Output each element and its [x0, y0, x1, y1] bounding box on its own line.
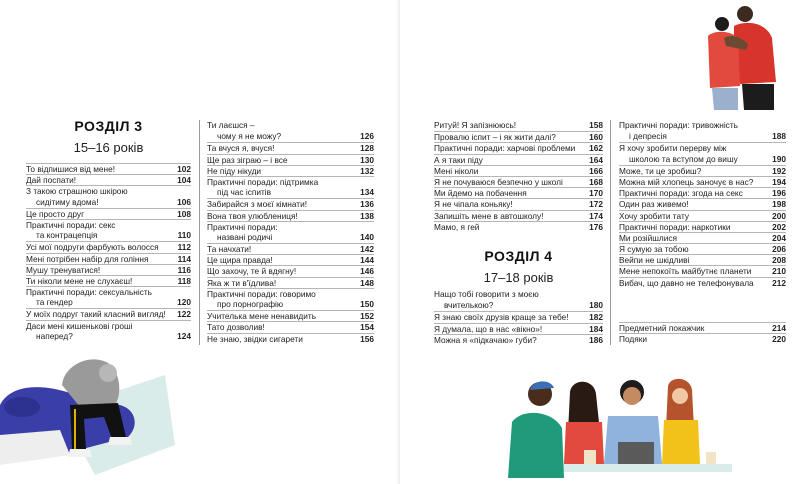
- toc-entry-page: 176: [589, 221, 603, 232]
- toc-entry-title: Практичні поради:: [207, 221, 278, 232]
- toc-entry-page: 202: [772, 221, 786, 232]
- toc-entry: [207, 210, 374, 221]
- toc-entry: [207, 131, 374, 142]
- toc-column-right-1-bottom: [434, 289, 603, 345]
- toc-entry-page: 210: [772, 266, 786, 277]
- toc-entry: [434, 154, 603, 165]
- toc-entry-title: Один раз живемо!: [619, 199, 689, 210]
- toc-entry: [207, 243, 374, 254]
- toc-entry-title: Тато дозволив!: [207, 322, 265, 333]
- chapter4-ages: 17–18 років: [483, 270, 554, 285]
- toc-entry-title: Даси мені кишенькові гроші: [26, 320, 133, 331]
- toc-entry: [207, 310, 374, 321]
- toc-entry-page: 144: [360, 255, 374, 266]
- toc-entry-page: 130: [360, 154, 374, 165]
- toc-entry-page: 136: [360, 199, 374, 210]
- toc-entry: [434, 221, 603, 232]
- toc-entry-page: 114: [177, 253, 191, 264]
- toc-entry-title: Можна мій хлопець заночує в нас?: [619, 176, 754, 187]
- toc-entry-page: 124: [177, 330, 191, 341]
- toc-entry-page: 194: [772, 176, 786, 187]
- toc-entry-page: 150: [360, 299, 374, 309]
- toc-entry: [619, 243, 786, 254]
- toc-entry: [619, 120, 786, 131]
- toc-entry-title: Практичні поради: секс: [26, 219, 116, 230]
- toc-entry-title: і депресія: [629, 131, 667, 142]
- chapter3-heading: [26, 118, 191, 155]
- toc-entry-title: названі родичі: [217, 231, 273, 242]
- toc-entry: [207, 165, 374, 176]
- toc-entry-title: Яка ж ти в'їдлива!: [207, 277, 277, 288]
- toc-entry-title: Це щира правда!: [207, 255, 273, 266]
- toc-entry: [619, 187, 786, 198]
- toc-entry-page: 126: [360, 131, 374, 142]
- toc-entry: [434, 198, 603, 209]
- toc-entry: [207, 154, 374, 165]
- chapter4-heading: [434, 248, 603, 285]
- toc-entry-title: Я не чіпала коньяку!: [434, 199, 513, 210]
- toc-entry-title: Я не почуваюся безпечно у школі: [434, 176, 563, 187]
- teen-on-bed-illustration: [0, 345, 175, 480]
- toc-entry: [619, 210, 786, 221]
- toc-entry-title: чому я не можу?: [217, 131, 282, 142]
- toc-entry: [619, 131, 786, 142]
- toc-entry-title: Я сумую за тобою: [619, 244, 689, 255]
- toc-entry-page: 170: [589, 188, 603, 199]
- toc-entry: [619, 142, 786, 153]
- toc-entry-title: Забирайся з моєї кімнати!: [207, 199, 308, 210]
- toc-entry-page: 132: [360, 165, 374, 176]
- toc-entry-page: 172: [589, 199, 603, 210]
- toc-entry: [619, 277, 786, 288]
- toc-entry: [434, 334, 603, 345]
- toc-entry-title: Ти ніколи мене не слухаєш!: [26, 275, 133, 286]
- toc-entry: [26, 185, 191, 196]
- toc-entry: [26, 208, 191, 219]
- toc-entry-page: 116: [177, 264, 191, 275]
- toc-entry-title: Вибач, що давно не телефонувала: [619, 277, 754, 288]
- toc-entry-title: школою та вступом до вишу: [629, 153, 738, 164]
- toc-entry-title: Може, ти це зробиш?: [619, 165, 702, 176]
- toc-entry-page: 168: [589, 176, 603, 187]
- toc-entry-title: та гендер: [36, 297, 73, 308]
- toc-entry: [207, 176, 374, 187]
- toc-entry: [207, 321, 374, 332]
- toc-entry: [207, 333, 374, 344]
- toc-entry-title: наперед?: [36, 330, 73, 341]
- toc-entry: [619, 322, 786, 333]
- toc-entry-title: Ритуй! Я запізнююсь!: [434, 120, 517, 130]
- toc-entry-page: 184: [589, 323, 603, 334]
- toc-entry: [434, 311, 603, 322]
- toc-entry-title: вчителькою?: [444, 300, 494, 311]
- toc-entry-page: 158: [589, 120, 603, 130]
- toc-entry-page: 104: [177, 175, 191, 186]
- toc-entry-page: 220: [772, 334, 786, 345]
- toc-entry-title: З такою страшною шкірою: [26, 186, 128, 197]
- toc-column-right-1: [434, 120, 603, 232]
- toc-entry-title: Практичні поради: тривожність: [619, 120, 738, 130]
- toc-entry: [619, 154, 786, 165]
- toc-entry-page: 192: [772, 165, 786, 176]
- toc-entry-page: 188: [772, 131, 786, 142]
- right-page: [400, 0, 800, 484]
- toc-entry-title: Я думала, що в нас «вікно»!: [434, 323, 543, 334]
- toc-entry-page: 138: [360, 210, 374, 221]
- toc-entry: [207, 254, 374, 265]
- toc-entry-title: У моїх подруг такий класний вигляд!: [26, 309, 166, 320]
- toc-entry-page: 212: [772, 277, 786, 288]
- toc-entry: [26, 331, 191, 342]
- toc-entry-title: та контрацепція: [36, 230, 98, 241]
- toc-entry-page: 134: [360, 187, 374, 198]
- toc-entry: [207, 187, 374, 198]
- toc-entry: [207, 299, 374, 310]
- toc-entry: [207, 221, 374, 232]
- toc-entry-title: Вона твоя улюблениця!: [207, 210, 298, 221]
- toc-entry-page: 102: [177, 164, 191, 174]
- toc-entry-title: Учителька мене ненавидить: [207, 311, 317, 322]
- toc-entry-page: 200: [772, 210, 786, 221]
- toc-entry: [26, 163, 191, 174]
- toc-entry-title: Я хочу зробити перерву між: [619, 143, 727, 154]
- toc-entry-title: Та начхати!: [207, 244, 252, 255]
- toc-entry-page: 208: [772, 255, 786, 266]
- toc-entry: [619, 254, 786, 265]
- teens-with-laptop-illustration: [492, 372, 742, 482]
- toc-entry-page: 112: [177, 242, 191, 253]
- toc-entry: [619, 232, 786, 243]
- toc-entry-page: 146: [360, 266, 374, 277]
- toc-entry-page: 206: [772, 244, 786, 255]
- toc-entry-page: 148: [360, 277, 374, 288]
- toc-entry-title: Практичні поради: згода на секс: [619, 188, 743, 199]
- toc-entry-page: 140: [360, 231, 374, 242]
- toc-entry-title: сидітиму вдома!: [36, 196, 99, 207]
- toc-entry: [26, 308, 191, 319]
- toc-column-left-2: [207, 120, 374, 344]
- toc-entry-page: 166: [589, 165, 603, 176]
- toc-entry: [619, 221, 786, 232]
- toc-entry-title: А я таки піду: [434, 154, 483, 165]
- chapter3-title: РОЗДІЛ 3: [74, 118, 143, 134]
- toc-entry-page: 152: [360, 311, 374, 322]
- toc-entry: [26, 197, 191, 208]
- toc-entry: [207, 198, 374, 209]
- toc-entry: [619, 265, 786, 276]
- toc-entry-title: Можна я «підкачаю» губи?: [434, 334, 537, 345]
- toc-entry-title: То відпишися від мене!: [26, 164, 116, 174]
- toc-entry-page: 182: [589, 312, 603, 323]
- toc-entry-title: Запишіть мене в автошколу!: [434, 210, 544, 221]
- toc-entry-page: 174: [589, 210, 603, 221]
- toc-entry-page: 154: [360, 322, 374, 333]
- toc-entry-title: Мені потрібен набір для гоління: [26, 253, 149, 264]
- toc-entry-title: Усі мої подруги фарбують волосся: [26, 242, 159, 253]
- toc-entry-title: Ти лаєшся –: [207, 120, 255, 130]
- toc-entry-page: 106: [177, 196, 191, 207]
- toc-entry: [207, 265, 374, 276]
- chapter3-ages: 15–16 років: [73, 140, 144, 155]
- toc-entry-page: 156: [360, 333, 374, 344]
- toc-entry: [26, 219, 191, 230]
- toc-entry-page: 186: [589, 334, 603, 345]
- toc-entry-title: Практичні поради: підтримка: [207, 176, 319, 187]
- toc-entry-page: 108: [177, 208, 191, 219]
- toc-entry-title: Це просто друг: [26, 208, 85, 219]
- toc-entry: [619, 198, 786, 209]
- toc-entry: [434, 142, 603, 153]
- toc-entry: [434, 289, 603, 300]
- toc-entry-title: про порнографію: [217, 299, 284, 309]
- toc-entry-title: Практичні поради: харчові проблеми: [434, 143, 576, 154]
- toc-entry: [434, 210, 603, 221]
- toc-entry: [207, 277, 374, 288]
- toc-entry: [26, 241, 191, 252]
- toc-entry-title: Що захочу, те й вдягну!: [207, 266, 297, 277]
- toc-entry-page: 120: [177, 297, 191, 308]
- toc-entry-title: Практичні поради: сексуальність: [26, 287, 152, 298]
- toc-entry: [207, 232, 374, 243]
- toc-entry: [434, 120, 603, 131]
- toc-entry-title: Дай поспати!: [26, 175, 77, 186]
- toc-entry-title: Ми розійшлися: [619, 232, 678, 243]
- toc-entry: [434, 187, 603, 198]
- toc-entry: [26, 275, 191, 286]
- toc-entry-title: Подяки: [619, 334, 647, 345]
- toc-entry: [26, 253, 191, 264]
- column-rule: [199, 120, 200, 345]
- toc-entry: [26, 286, 191, 297]
- toc-entry: [207, 120, 374, 131]
- toc-entry: [619, 165, 786, 176]
- toc-entry-page: 122: [177, 309, 191, 320]
- toc-entry-title: Я знаю своїх друзів краще за тебе!: [434, 312, 569, 323]
- toc-entry-title: Мені ніколи: [434, 165, 479, 176]
- toc-entry: [619, 333, 786, 344]
- toc-entry-page: 110: [177, 230, 191, 241]
- toc-entry-title: Мене непокоїть майбутнє планети: [619, 266, 752, 277]
- toc-entry-title: Хочу зробити тату: [619, 210, 689, 221]
- toc-entry: [434, 131, 603, 142]
- toc-column-left-1: [26, 163, 191, 342]
- toc-entry: [207, 142, 374, 153]
- toc-entry-title: Провалю іспит – і як жити далі?: [434, 132, 556, 143]
- toc-entry-page: 190: [772, 153, 786, 164]
- toc-entry: [26, 264, 191, 275]
- toc-column-right-2: [619, 120, 786, 288]
- toc-entry-page: 118: [177, 275, 191, 286]
- toc-entry: [26, 297, 191, 308]
- toc-entry-title: Мамо, я гей: [434, 221, 480, 232]
- toc-entry-title: Вейпи не шкідливі: [619, 255, 690, 266]
- toc-entry-title: Практичні поради: говоримо: [207, 288, 316, 299]
- toc-entry-page: 180: [589, 300, 603, 311]
- toc-entry-page: 204: [772, 232, 786, 243]
- toc-column-right-2-bottom: [619, 322, 786, 344]
- toc-entry: [26, 230, 191, 241]
- toc-entry-title: під час іспитів: [217, 187, 272, 198]
- toc-entry: [26, 320, 191, 331]
- toc-entry-page: 198: [772, 199, 786, 210]
- toc-entry-title: Мушу тренуватися!: [26, 264, 101, 275]
- hugging-people-illustration: [700, 4, 785, 114]
- toc-entry: [434, 165, 603, 176]
- toc-entry-title: Ми йдемо на побачення: [434, 188, 527, 199]
- toc-entry: [434, 300, 603, 311]
- toc-entry: [434, 176, 603, 187]
- toc-entry-page: 164: [589, 154, 603, 165]
- toc-entry-page: 142: [360, 244, 374, 255]
- toc-entry-title: Ще раз зіграю – і все: [207, 154, 288, 165]
- toc-entry-title: Нащо тобі говорити з моєю: [434, 289, 539, 299]
- chapter4-title: РОЗДІЛ 4: [484, 248, 553, 264]
- toc-entry-title: Не знаю, звідки сигарети: [207, 333, 303, 344]
- toc-entry-page: 160: [589, 132, 603, 143]
- toc-entry: [26, 174, 191, 185]
- toc-entry: [619, 176, 786, 187]
- toc-entry-page: 128: [360, 143, 374, 154]
- column-rule-right: [610, 120, 611, 345]
- toc-entry: [207, 288, 374, 299]
- toc-entry-page: 214: [772, 323, 786, 333]
- toc-entry-page: 162: [589, 143, 603, 154]
- toc-entry-title: Не піду нікуди: [207, 165, 262, 176]
- toc-entry-page: 196: [772, 188, 786, 199]
- toc-entry-title: Практичні поради: наркотики: [619, 221, 731, 232]
- toc-entry-title: Предметний покажчик: [619, 323, 705, 333]
- toc-entry-title: Та вчуся я, вчуся!: [207, 143, 275, 154]
- toc-entry: [434, 323, 603, 334]
